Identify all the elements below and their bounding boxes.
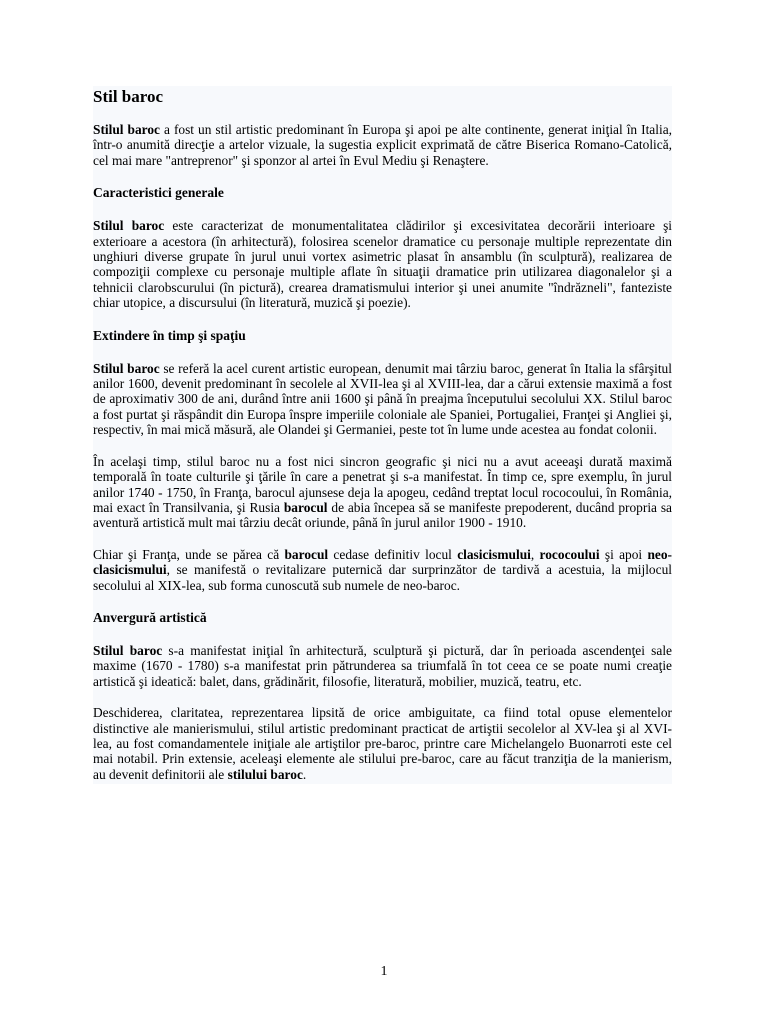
- bold-term: rococoului: [539, 546, 600, 562]
- section-heading-caracteristici: Caracteristici generale: [93, 185, 224, 201]
- bold-term: barocul: [284, 546, 329, 562]
- bold-term: Stilul baroc: [93, 360, 160, 376]
- anvergura-paragraph-2: Deschiderea, claritatea, reprezentarea lipsită de orice ambiguitate, ca fiind total opuse elementelor distinctive ale manierismului, stilul artistic predominant practicat de artiştii secolelor al XV-lea şi al XVI-lea, au fost comandamentele iniţiale ale artiştilor pre-baroc, printre care Michelangelo Buonarroti este cel mai notabil. Prin extensie, aceleaşi elemente ale stilului pre-baroc, care au făcut tranziţia de la manierism, au devenit definitorii ale stilului baroc.: [93, 705, 672, 782]
- bold-term: stilului baroc: [227, 766, 303, 782]
- page-title: Stil baroc: [93, 87, 164, 106]
- extindere-paragraph-3: Chiar şi Franţa, unde se părea că barocul cedase definitiv locul clasicismului, rococoului şi apoi neo-clasicismului, se manifestă o revitalizare puternică dar surprinzător de tardivă a acestuia, la mijlocul secolului al XIX-lea, sub forma cunoscută sub numele de neo-baroc.: [93, 546, 673, 593]
- bold-term: Stilul baroc: [93, 642, 163, 658]
- bold-term: clasicismului: [457, 546, 531, 562]
- section-heading-anvergura: Anvergură artistică: [93, 609, 207, 625]
- bold-term: Stilul baroc: [93, 122, 160, 137]
- anvergura-paragraph-1: Stilul baroc s-a manifestat iniţial în arhitectură, sculptură şi pictură, dar în perioada ascendenţei sale maxime (1670 - 1780) s-a manifestat prin pătrunderea sa triumfală în tot ceea ce se poate numi creaţie artistică şi ideatică: balet, dans, grădinărit, filosofie, literatură, mobilier, muzică, teatru, etc.: [93, 642, 672, 689]
- intro-paragraph: Stilul baroc a fost un stil artistic predominant în Europa şi apoi pe alte continente, generat iniţial în Italia, într-o anumită direcţie a artelor vizuale, la sugestia explicit exprimată de către Biserica Romano-Catolică, cel mai mare "antreprenor" şi sponzor al artei în Evul Mediu şi Renaştere.: [93, 122, 672, 168]
- section-heading-extindere: Extindere în timp şi spaţiu: [93, 327, 246, 343]
- document-body: [93, 86, 672, 784]
- bold-term: barocul: [283, 499, 328, 515]
- bold-term: neo-clasicismului: [93, 546, 673, 578]
- bold-term: Stilul baroc: [93, 218, 165, 234]
- page-number: 1: [380, 964, 388, 979]
- extindere-paragraph-2: În acelaşi timp, stilul baroc nu a fost nici sincron geografic şi nici nu a avut aceeaşi durată maximă temporală în toate culturile şi ţările în care a penetrat şi s-a manifestat. În timp ce, spre exemplu, în jurul anilor 1740 - 1750, în Franţa, barocul ajunsese deja la apogeu, cedând treptat locul rococoului, în România, mai exact în Transilvania, şi Rusia barocul de abia începea să se manifeste prepoderent, ducând propria sa aventură artistică mult mai târziu decât oriunde, până în jurul anilor 1900 - 1910.: [93, 453, 673, 531]
- extindere-paragraph-1: Stilul baroc se referă la acel curent artistic european, denumit mai târziu baroc, generat în Italia la sfârşitul anilor 1600, devenit predominant în secolele al XVII-lea şi al XVIII-lea, dar a cărui extensie maximă a fost de aproximativ 300 de ani, durând între anii 1600 şi până în preajma începutului secolului XX. Stilul baroc a fost purtat şi răspândit din Europa înspre imperiile coloniale ale Spaniei, Portugaliei, Franţei şi Angliei şi, respectiv, în mai mică măsură, ale Olandei şi Germaniei, peste tot în lume unde acestea au fondat colonii.: [93, 360, 672, 438]
- caracteristici-paragraph: Stilul baroc este caracterizat de monumentalitatea clădirilor şi excesivitatea decorării interioare şi exterioare a acestora (în arhitectură), folosirea scenelor dramatice cu personaje multiple reprezentate din unghiuri diverse grupate în jurul unui vortex asimetric plasat în ansamblu (în sculptură), realizarea de compoziţii complexe cu personaje multiple aflate în situaţii dramatice prin utilizarea diagonalelor şi a tehnicii clarobscurului (în pictură), crearea dramatismului interior şi unei anumite "îndrăzneli", fanteziste chiar utopice, a discursului (în literatură, muzică şi poezie).: [93, 218, 672, 311]
